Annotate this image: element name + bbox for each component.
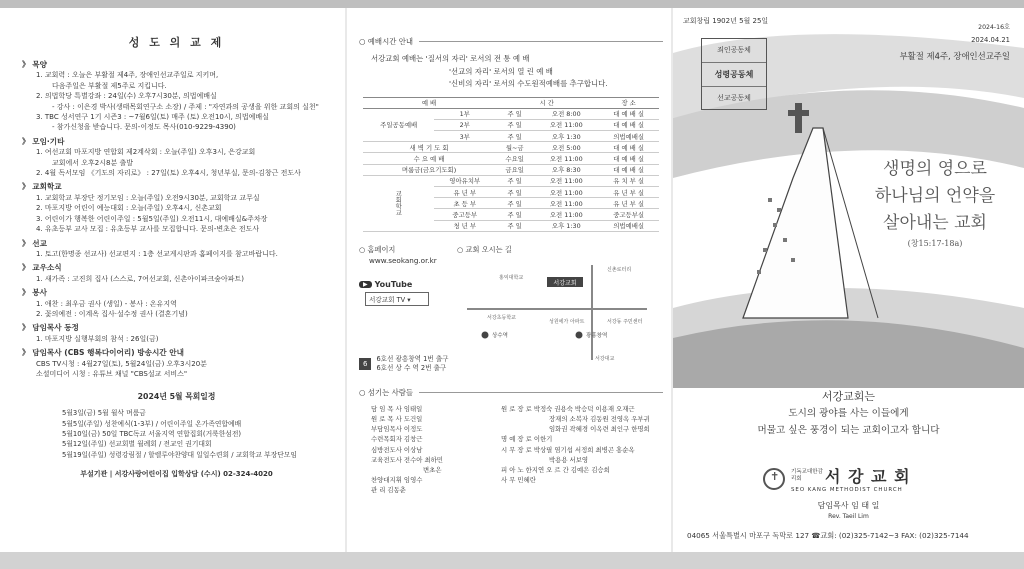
news-line: 2. 의법학당 특별강좌 : 24일(수) 오후7시30분, 의법예배실	[36, 92, 217, 101]
worship-day: 주 일	[495, 175, 534, 186]
map-label-church: 서강교회	[553, 279, 577, 287]
news-section	[22, 137, 331, 179]
news-line: 다음주일은 부활절 제5주로 지킵니다.	[52, 81, 167, 90]
vision-line: 도시의 광야를 사는 이들에게	[788, 408, 909, 419]
youtube-channel-select[interactable]	[365, 292, 429, 306]
worship-place: 대 예 배 실	[598, 153, 659, 164]
youtube-logo	[359, 280, 457, 289]
staff-item: 장재의 소복자 김동원 전영옥 우부귀	[549, 414, 650, 423]
worship-time: 오전 11:00	[534, 119, 598, 130]
news-line: 1. 교회학교 부장단 정기모임 : 오늘(주일) 오전9시30분, 교회학교 교무실	[36, 193, 260, 202]
news-line: 교회에서 오후2시8분 출발	[52, 158, 133, 167]
worship-day: 주 일	[495, 119, 534, 130]
news-line: 1. 새가족 : 고진희 집사 (스스로, 7여선교회, 신촌아이파크숲아파트)	[36, 274, 245, 283]
church-name-en: SEO KANG METHODIST CHURCH	[791, 487, 903, 493]
church-map	[457, 255, 657, 365]
staff-item: 명 예 장 로 이한기	[501, 435, 553, 444]
subway-line-badge: 6	[359, 358, 371, 370]
subway-icon	[576, 331, 583, 338]
staff-item: 교육전도사 전수아 최하민	[371, 455, 443, 464]
staff-item: 시 무 장 로 박상필 염기섭 서정희 최병곤 홍순옥	[501, 445, 635, 454]
map-label-school: 서강초등학교	[487, 314, 516, 321]
verse-line: 생명의 영으로	[883, 159, 987, 179]
news-line: 1. 애찬 : 최우금 권사 (생일) - 봉사 : 온유지역	[36, 299, 177, 308]
liturgical-sunday: 부활절 제4주, 장애인선교주일	[899, 51, 1010, 61]
worship-time: 오전 11:00	[534, 187, 598, 198]
map-label-gwangheung: 광흥창역	[586, 332, 608, 339]
table-row	[363, 142, 659, 153]
news-section	[22, 288, 331, 319]
news-line: 소셜미디어 시청 : 유튜브 채널 "CBS설교 서비스"	[36, 369, 188, 378]
play-icon: ▶	[359, 281, 372, 288]
worship-day: 주 일	[495, 187, 534, 198]
schedule-item: 5월10일(금) 50일 TBC독교 서울지역 연합집회(거룩한섬전)	[62, 429, 242, 438]
worship-day: 금요일	[495, 164, 534, 175]
worship-part: 1부	[434, 108, 495, 119]
vision-line: 서강교회는	[821, 390, 876, 403]
scan-top-strip	[0, 0, 1024, 8]
worship-intro	[359, 53, 663, 91]
pastor-name-en: Rev. Taeil Lim	[828, 513, 869, 520]
schedule-item: 5월19일(주일) 성령강림절 / 할렐루야찬양대 일일수련회 / 교회학교 부장단모임	[62, 450, 297, 459]
news-line: 1. 교회력 : 오늘은 부활절 제4주, 장애인선교주일로 지키며,	[36, 71, 219, 80]
verse-line: 살아내는 교회	[883, 213, 987, 233]
staff-item: 임화권 곽혜경 이옥련 최인구 한명희	[549, 425, 650, 434]
news-section	[22, 263, 331, 284]
worship-time: 오전 8:00	[534, 108, 598, 119]
church-address: 04065 서울특별시 마포구 독막로 127 ☎교회: (02)325-7142~3 FAX: (02)325-7144	[687, 531, 969, 540]
schedule-item: 5월5일(주일) 성찬예식(1-3부) / 어린이주일 온가족연합예배	[62, 419, 242, 428]
staff-item: 원 로 목 사 도건일	[371, 414, 423, 423]
directions-header: ○ 교회 오시는 길	[457, 244, 512, 254]
worship-time: 오전 11:00	[534, 175, 598, 186]
worship-place: 유 년 부 실	[598, 187, 659, 198]
worship-place: 대 예 배 실	[598, 164, 659, 175]
issue-number: 2024-16호	[978, 24, 1010, 31]
staff-item: 변초은	[423, 465, 442, 474]
intro-line: '선교의 자리' 로서의 열 린 예 배	[449, 66, 553, 76]
news-title: 성 도 의 교 제	[128, 36, 225, 49]
denomination-label: 기독교대한감리회	[791, 468, 823, 482]
worship-time: 오후 1:30	[534, 220, 598, 231]
news-line: 1. 마포지방 실행부회의 참석 : 26일(금)	[36, 334, 159, 343]
worship-time: 오후 1:30	[534, 131, 598, 142]
col-worship: 예 배	[363, 97, 495, 108]
news-line: 4. 유초등부 교사 모집 : 유초등부 교사를 모집합니다. 문의-변초은 전도사	[36, 225, 260, 234]
worship-day: 수요일	[495, 153, 534, 164]
news-line: 2. 마포지방 어린이 예능대회 : 오늘(주일) 오후4시, 신촌교회	[36, 204, 222, 213]
table-row	[363, 164, 659, 175]
community-box	[701, 38, 767, 110]
table-row	[363, 153, 659, 164]
section-title: 》 담임목사 (CBS 행복다이어리) 방송시간 안내	[22, 348, 184, 358]
section-title: 》 선교	[22, 238, 47, 248]
worship-day: 주 일	[495, 131, 534, 142]
map-label-sinchon: 신촌로터리	[607, 266, 632, 273]
news-line: - 참가신청을 받습니다. 문의-이정도 목사(010-9229-4390)	[52, 123, 236, 132]
staff-header	[359, 387, 663, 398]
worship-time-table	[363, 97, 659, 232]
community-item: 성령공동체	[702, 63, 766, 87]
worship-day: 주 일	[495, 209, 534, 220]
worship-header-label: ○ 예배시간 안내	[359, 37, 413, 46]
col-time: 시 간	[495, 97, 598, 108]
worship-place: 의법예배실	[598, 131, 659, 142]
worship-place: 대 예 배 실	[598, 108, 659, 119]
youtube-label: YouTube	[374, 279, 413, 289]
worship-day: 주 일	[495, 108, 534, 119]
scan-bottom-strip	[0, 552, 1024, 569]
staff-item: 피 아 노 한지연 오 르 간 김예은 김승희	[501, 465, 610, 474]
worship-time: 오전 11:00	[534, 209, 598, 220]
daycare-notice: 부설기관 | 서강사랑어린이집 입학상담 (수시) 02-324-4020	[80, 469, 273, 478]
staff-item: 원 로 장 로 박정숙 권용숙 박승덕 이용재 오재근	[501, 404, 635, 413]
school-dept: 초 등 부	[434, 198, 495, 209]
news-line: 3. 어린이가 행복한 어린이주일 : 5월5일(주일) 오전11시, 대예배실&주차장	[36, 214, 268, 223]
worship-place: 유 치 부 실	[598, 175, 659, 186]
community-item: 죄인공동체	[702, 39, 766, 63]
worship-day: 월~금	[495, 142, 534, 153]
section-title: 》 봉사	[22, 288, 47, 298]
school-dept: 청 년 부	[434, 220, 495, 231]
verse-reference: (창15:17-18a)	[907, 239, 963, 248]
schedule-item: 5월3일(금) 5월 월삭 며룸금	[62, 409, 146, 418]
school-dept: 영아유치부	[434, 175, 495, 186]
school-dept: 유 년 부	[434, 187, 495, 198]
news-line: 3. TBC 성서연구 1기 시즌3 : ~7월6일(토) 매주 (토) 오전10시, 의법예배실	[36, 113, 269, 122]
map-label-hongik: 홍익대학교	[499, 274, 524, 281]
homepage-header: ○ 홈페이지	[359, 244, 396, 254]
worship-place: 대 예 배 실	[598, 119, 659, 130]
staff-item: 찬양대지휘 임영수	[371, 476, 423, 485]
church-news-panel	[0, 8, 345, 552]
vision-statement	[673, 388, 1024, 439]
worship-info-panel	[347, 8, 671, 552]
staff-item: 박용용 서보영	[549, 455, 589, 464]
worship-part: 2부	[434, 119, 495, 130]
news-line: 1. 여선교회 마포지방 연합회 제2계삭회 : 오늘(주일) 오후3시, 은강교회	[36, 148, 256, 157]
intro-line: '신비의 자리' 로서의 수도원적예배를 추구합니다.	[449, 79, 608, 88]
school-label: 교회학교	[363, 175, 434, 231]
section-title: 》 교우소식	[22, 263, 62, 273]
map-label-apartment: 성원에가 아파트	[549, 318, 585, 325]
staff-item: 심방전도사 이상남	[371, 445, 423, 454]
table-row	[363, 108, 659, 119]
schedule-list	[22, 408, 331, 459]
worship-name: 며룸금(금요기도회)	[363, 164, 495, 175]
news-line: CBS TV시청 : 4월27일(토), 5월24일(금) 오후3시20분	[36, 359, 207, 368]
worship-name: 수 요 예 배	[363, 153, 495, 164]
methodist-seal-icon: ✝	[763, 468, 785, 490]
subway-icon	[482, 331, 489, 338]
staff-item: 부담임목사 이정도	[371, 425, 423, 434]
worship-part: 3부	[434, 131, 495, 142]
subway-line: 6호선 광흥창역 1번 출구	[376, 354, 449, 363]
news-section	[22, 323, 331, 344]
school-dept: 중고등부	[434, 209, 495, 220]
section-title: 》 교회학교	[22, 182, 62, 192]
staff-item: 관 리 김동춘	[371, 486, 406, 495]
section-title: 》 목양	[22, 60, 47, 69]
news-line: 2. 4월 독서모임 《기도의 자리로》 : 27일(토) 오후4시, 청년부실, 문의-김창근 전도사	[36, 169, 301, 178]
worship-day: 주 일	[495, 220, 534, 231]
verse-line: 하나님의 언약을	[874, 186, 996, 206]
news-section	[22, 348, 331, 379]
news-section	[22, 239, 331, 260]
map-label-center: 서강동 주민센터	[607, 318, 643, 325]
table-row	[363, 175, 659, 186]
homepage-link[interactable]: www.seokang.or.kr	[369, 255, 437, 265]
news-sections	[22, 60, 331, 379]
youtube-channel-value: 서강교회 TV	[369, 295, 406, 304]
map-label-sangsu: 상수역	[492, 332, 508, 339]
church-logo	[763, 464, 911, 493]
vision-line: 머물고 싶은 풍경이 되는 교회이고자 합니다	[757, 425, 940, 436]
subway-line: 6호선 상 수 역 2번 출구	[376, 363, 447, 372]
worship-place: 대 예 배 실	[598, 142, 659, 153]
intro-line: 서강교회 예배는 '질서의 자리' 로서의 전 통 예 배	[371, 54, 530, 63]
homepage-directions-row	[359, 244, 663, 369]
worship-time: 오후 8:30	[534, 164, 598, 175]
church-name: 서 강 교 회	[825, 467, 911, 486]
worship-place: 중고등부실	[598, 209, 659, 220]
schedule-title: 2024년 5월 목회일정	[137, 392, 216, 402]
staff-item: 수련목회자 김창근	[371, 435, 423, 444]
worship-day: 주 일	[495, 198, 534, 209]
schedule-item: 5월12일(주일) 선교회별 월례회 / 전교인 권기대회	[62, 440, 212, 449]
section-title: 》 모임·기타	[22, 136, 65, 146]
staff-item: 담 임 목 사 임태일	[371, 404, 423, 413]
worship-place: 의법예배실	[598, 220, 659, 231]
staff-item: 사 무 민혜란	[501, 476, 536, 485]
founded-date: 교회창립 1902년 5월 25일	[683, 17, 769, 25]
staff-header-label: ○ 섬기는 사람들	[359, 387, 413, 397]
news-line: 1. 토고(한명종 선교사) 선교편지 : 1층 선교게시판과 홈페이지를 참고바랍니다.	[36, 249, 278, 258]
community-item: 선교공동체	[717, 94, 751, 102]
news-line: 2. 꽃의예전 : 이계옥 집사·설수정 권사 (결혼기념)	[36, 309, 188, 318]
theme-verse	[855, 156, 1015, 251]
news-line: - 강사 : 이은경 박사(생태목회연구소 소장) / 주제 : "자연과의 공생을 위한 교회의 실천"	[52, 102, 319, 111]
worship-name: 주일공동예배	[363, 108, 434, 142]
cover-panel	[673, 8, 1024, 552]
news-section	[22, 182, 331, 234]
pastor-name: 담임목사 임 태 일	[817, 501, 880, 510]
col-place: 장 소	[598, 97, 659, 108]
worship-time: 오전 5:00	[534, 142, 598, 153]
worship-place: 유 년 부 실	[598, 198, 659, 209]
worship-name: 새 벽 기 도 회	[363, 142, 495, 153]
map-label-bridge: 서강대교	[595, 355, 615, 362]
bulletin-date: 2024.04.21	[971, 36, 1010, 44]
chevron-down-icon: ▾	[407, 295, 411, 304]
worship-header	[359, 36, 663, 47]
worship-time: 오전 11:00	[534, 153, 598, 164]
section-title: 》 담임목사 동정	[22, 323, 79, 333]
staff-list	[359, 404, 663, 496]
news-section	[22, 60, 331, 133]
worship-time: 오전 11:00	[534, 198, 598, 209]
